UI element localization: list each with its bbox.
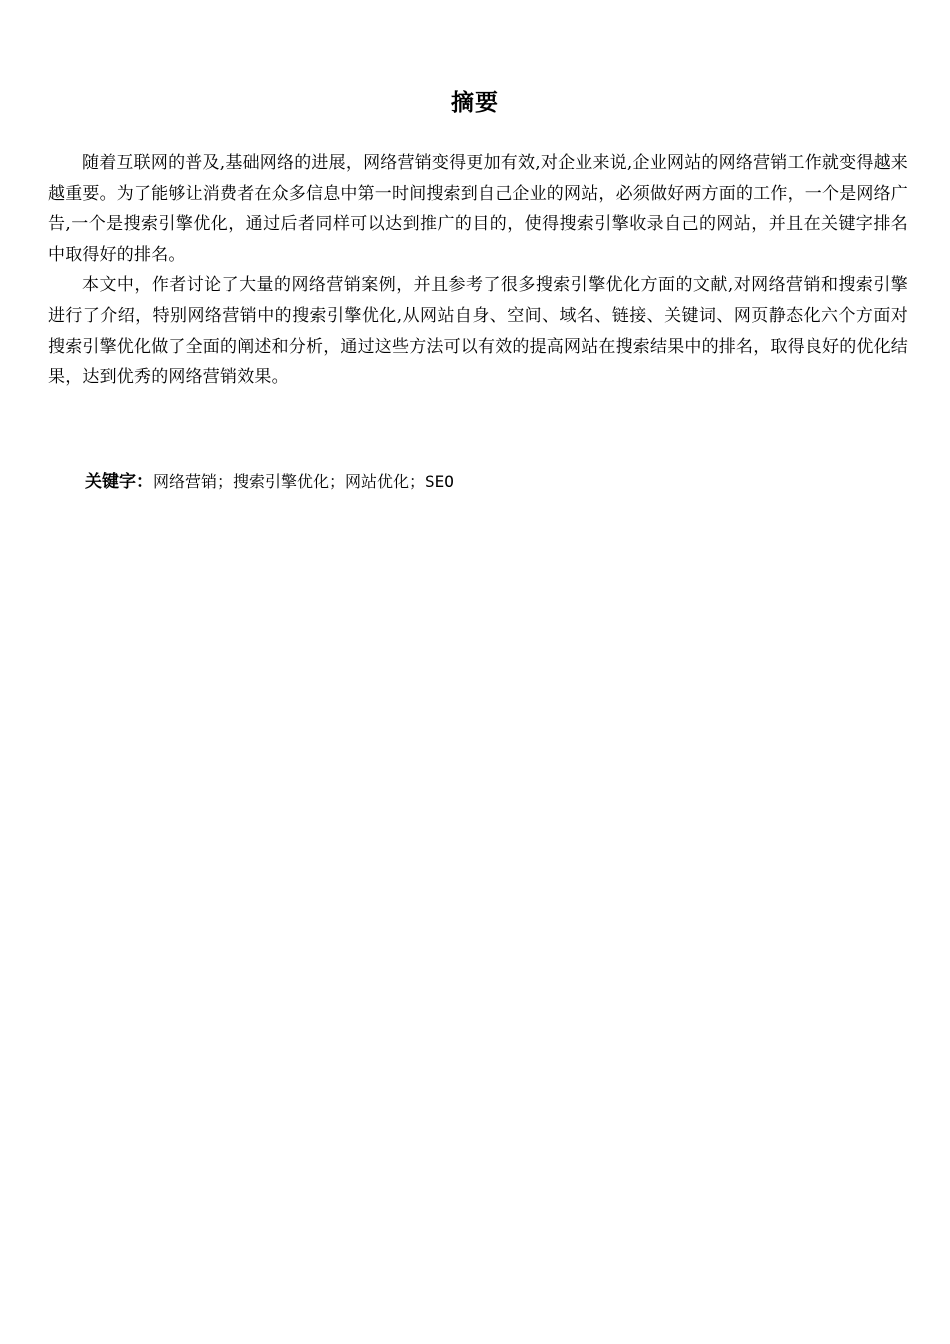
- keywords-line: [85, 467, 905, 497]
- abstract-paragraph-2: 本文中，作者讨论了大量的网络营销案例，并且参考了很多搜索引擎优化方面的文献,对网络营销和搜索引擎进行了介绍，特别网络营销中的搜索引擎优化,从网站自身、空间、域名、链接、关键词、网页静态化六个方面对搜索引擎优化做了全面的阐述和分析，通过这些方法可以有效的提高网站在搜索结果中的排名，取得良好的优化结果，达到优秀的网络营销效果。: [48, 275, 908, 388]
- abstract-body: [48, 148, 908, 393]
- keywords-text: 网络营销；搜索引擎优化；网站优化；SEO: [153, 472, 454, 491]
- abstract-title: 摘要: [451, 90, 499, 116]
- abstract-paragraph-1: 随着互联网的普及,基础网络的进展，网络营销变得更加有效,对企业来说,企业网站的网络营销工作就变得越来越重要。为了能够让消费者在众多信息中第一时间搜索到自己企业的网站，必须做好两方面的工作，一个是网络广告,一个是搜索引擎优化，通过后者同样可以达到推广的目的，使得搜索引擎收录自己的网站，并且在关键字排名中取得好的排名。: [48, 153, 908, 265]
- keywords-label: 关键字：: [85, 472, 153, 492]
